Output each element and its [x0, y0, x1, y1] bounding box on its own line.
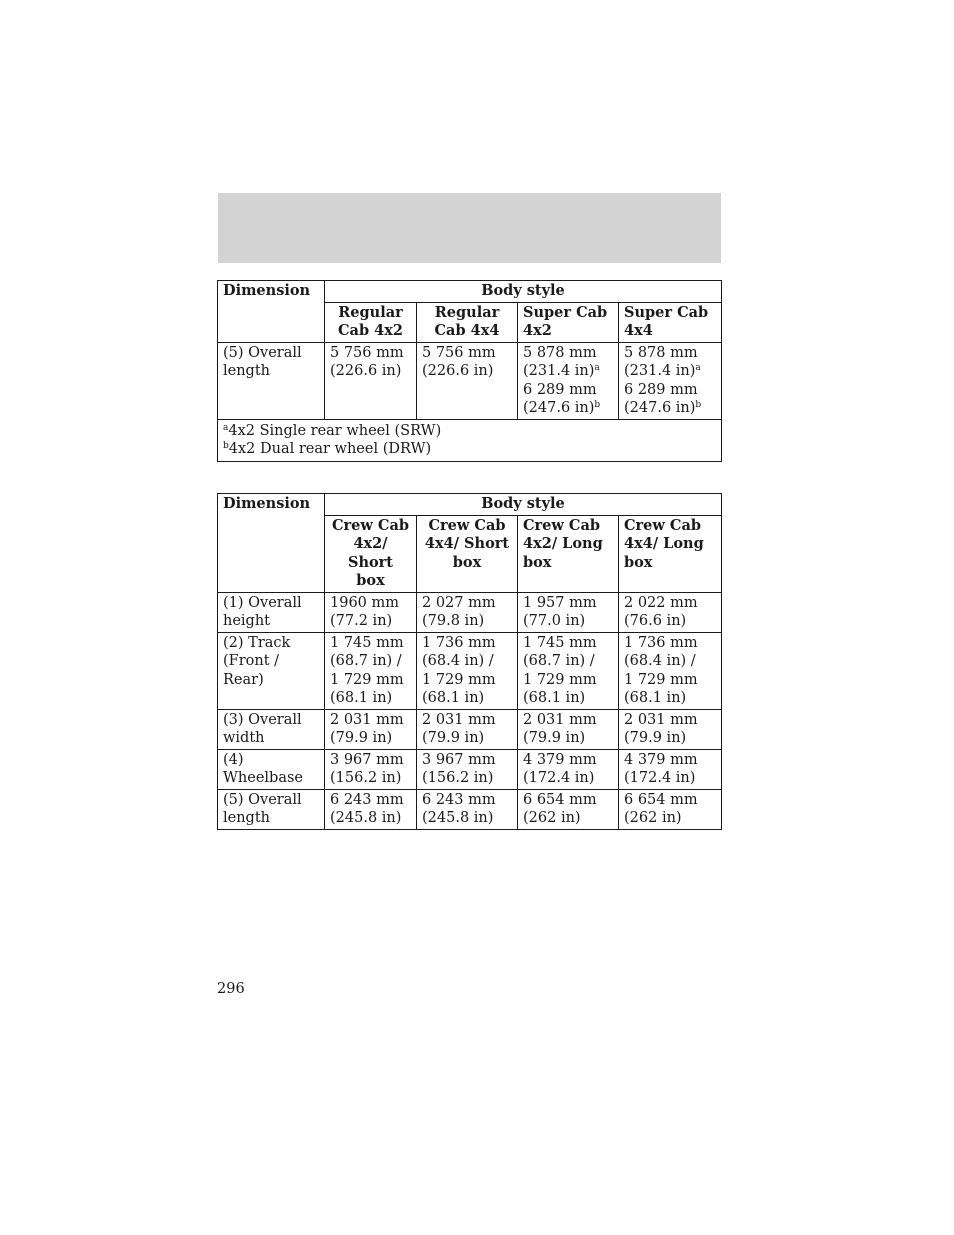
row-label: (5) Overall length [218, 342, 325, 419]
table-cell: 6 243 mm (245.8 in) [417, 789, 518, 829]
table-cell: 5 756 mm (226.6 in) [325, 342, 417, 419]
dimensions-table-regular-super-cab [217, 280, 722, 462]
table-cell: 6 243 mm (245.8 in) [325, 789, 417, 829]
column-header-super-cab-4x2: Super Cab 4x2 [518, 302, 619, 342]
column-header-crew-cab-4x4-short: Crew Cab 4x4/ Short box [417, 515, 518, 592]
table-cell: 2 027 mm (79.8 in) [417, 592, 518, 632]
table-cell: 1 957 mm (77.0 in) [518, 592, 619, 632]
footnote-mark: a [695, 363, 701, 373]
column-header-crew-cab-4x2-long: Crew Cab 4x2/ Long box [518, 515, 619, 592]
table-row [218, 592, 722, 632]
table-cell: 4 379 mm (172.4 in) [619, 749, 722, 789]
dimension-header: Dimension [218, 281, 325, 343]
table-cell: 1 736 mm (68.4 in) / 1 729 mm (68.1 in) [619, 632, 722, 709]
column-header-super-cab-4x4: Super Cab 4x4 [619, 302, 722, 342]
section-header-band [218, 193, 721, 263]
table-cell: 2 031 mm (79.9 in) [619, 709, 722, 749]
table-cell: 5 878 mm (231.4 in)$^a$ 6 289 mm (247.6 in)$^b$ [518, 342, 619, 419]
table-cell: 6 654 mm (262 in) [619, 789, 722, 829]
table-cell: 1 745 mm (68.7 in) / 1 729 mm (68.1 in) [518, 632, 619, 709]
footnote-mark: b [594, 400, 601, 410]
table-cell: 2 031 mm (79.9 in) [325, 709, 417, 749]
table-body [218, 592, 722, 829]
table-cell: 1 736 mm (68.4 in) / 1 729 mm (68.1 in) [417, 632, 518, 709]
footnotes [218, 419, 722, 461]
table-cell: 2 031 mm (79.9 in) [518, 709, 619, 749]
table-cell: 6 654 mm (262 in) [518, 789, 619, 829]
column-header-crew-cab-4x4-long: Crew Cab 4x4/ Long box [619, 515, 722, 592]
row-label: (5) Overall length [218, 789, 325, 829]
dimensions-table-crew-cab [217, 493, 722, 830]
row-label: (3) Overall width [218, 709, 325, 749]
table-row [218, 789, 722, 829]
table-cell: 4 379 mm (172.4 in) [518, 749, 619, 789]
table-row [218, 749, 722, 789]
body-style-header: Body style [325, 281, 722, 303]
footnote-mark: b [695, 400, 702, 410]
page-number: 296 [217, 981, 245, 997]
table-header-row [218, 281, 722, 303]
table-cell: 5 756 mm (226.6 in) [417, 342, 518, 419]
table-header-row [218, 494, 722, 516]
column-header-regular-cab-4x4: Regular Cab 4x4 [417, 302, 518, 342]
table-cell: 1960 mm (77.2 in) [325, 592, 417, 632]
row-label: (1) Overall height [218, 592, 325, 632]
body-style-header: Body style [325, 494, 722, 516]
footnote-mark: a [594, 363, 600, 373]
table-cell: 5 878 mm (231.4 in)$^a$ 6 289 mm (247.6 in)$^b$ [619, 342, 722, 419]
row-label: (2) Track (Front / Rear) [218, 632, 325, 709]
footnote-a: $^a$4x2 Single rear wheel (SRW) [223, 422, 442, 439]
column-header-crew-cab-4x2-short: Crew Cab 4x2/ Short box [325, 515, 417, 592]
table-cell: 3 967 mm (156.2 in) [417, 749, 518, 789]
footnote-b: $^b$4x2 Dual rear wheel (DRW) [223, 441, 432, 457]
row-label: (4) Wheelbase [218, 749, 325, 789]
footnote-row [218, 419, 722, 461]
table-row [218, 342, 722, 419]
table-cell: 2 022 mm (76.6 in) [619, 592, 722, 632]
table-row [218, 632, 722, 709]
column-header-regular-cab-4x2: Regular Cab 4x2 [325, 302, 417, 342]
table-cell: 3 967 mm (156.2 in) [325, 749, 417, 789]
table-cell: 1 745 mm (68.7 in) / 1 729 mm (68.1 in) [325, 632, 417, 709]
table-row [218, 709, 722, 749]
table-cell: 2 031 mm (79.9 in) [417, 709, 518, 749]
dimension-header: Dimension [218, 494, 325, 593]
